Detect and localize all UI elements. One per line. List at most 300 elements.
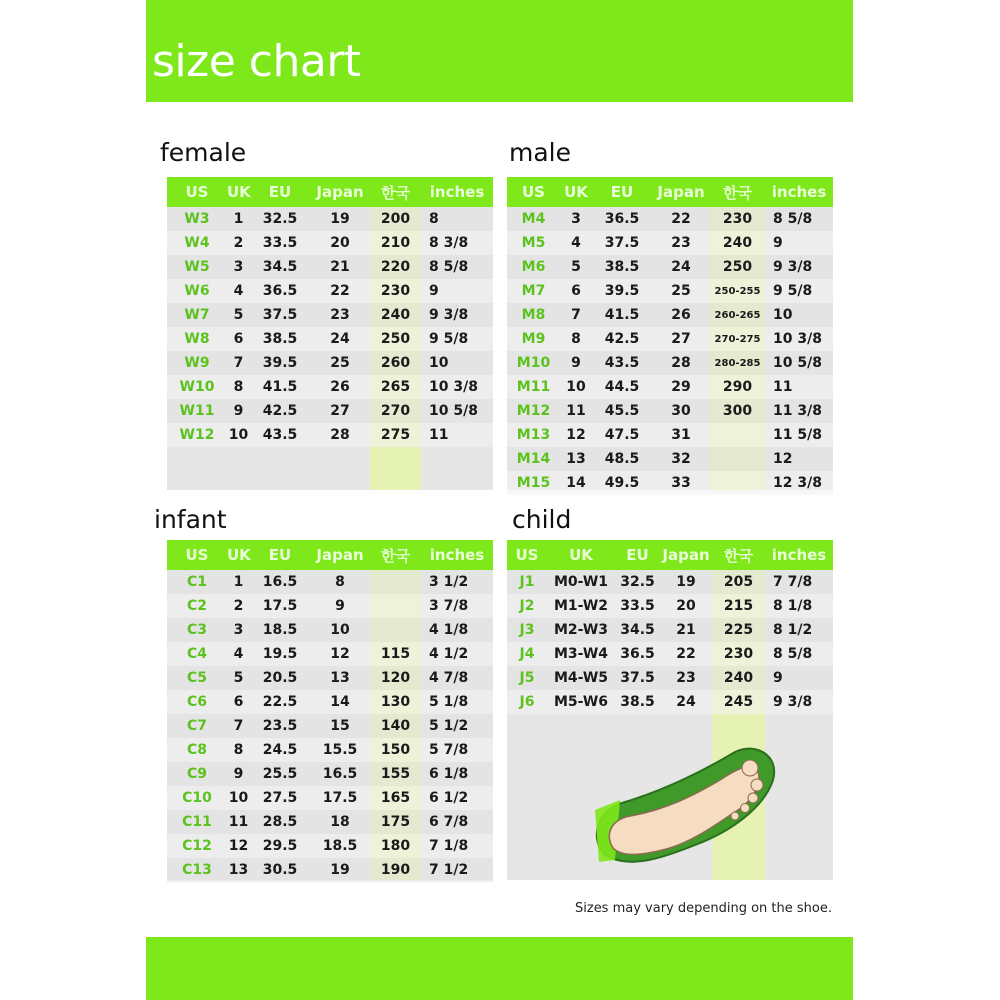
table-row — [167, 834, 493, 858]
cell-korea: 220 — [380, 259, 411, 275]
cell-uk: 7 — [233, 355, 244, 371]
cell-us: M14 — [516, 451, 551, 467]
cell-japan: 28 — [330, 427, 350, 443]
cell-korea: 240 — [722, 235, 753, 251]
cell-in: 10 3/8 — [429, 379, 478, 395]
cell-us: M12 — [516, 403, 551, 419]
cell-japan: 23 — [330, 307, 350, 323]
cell-in: 4 1/8 — [429, 622, 469, 638]
cell-uk: 8 — [233, 379, 244, 395]
cell-japan: 19 — [676, 574, 696, 590]
cell-us: W8 — [184, 331, 210, 347]
page-title: size chart — [152, 36, 361, 87]
header-us: US — [185, 183, 209, 201]
cell-uk: 4 — [571, 235, 581, 251]
cell-japan: 20 — [676, 598, 696, 614]
cell-japan: 20 — [330, 235, 350, 251]
header-in: inches — [429, 183, 485, 201]
cell-uk: 8 — [233, 742, 244, 758]
header-uk: UK — [227, 183, 251, 201]
cell-uk: 3 — [571, 211, 581, 227]
cell-in: 5 1/2 — [429, 718, 469, 734]
cell-in: 11 — [429, 427, 449, 443]
cell-uk: 7 — [233, 718, 244, 734]
cell-korea: 270 — [380, 403, 411, 419]
table-row — [167, 810, 493, 834]
cell-us: C1 — [186, 574, 207, 590]
title-banner — [146, 0, 853, 102]
table-row — [507, 303, 833, 327]
header-us: US — [522, 183, 545, 201]
cell-japan: 29 — [671, 379, 691, 395]
cell-korea: 250 — [722, 259, 753, 275]
table-row — [507, 399, 833, 423]
header-us: US — [515, 546, 539, 564]
cell-uk: 14 — [566, 475, 586, 491]
cell-in: 4 7/8 — [429, 670, 469, 686]
cell-uk: 13 — [566, 451, 586, 467]
cell-korea: 290 — [722, 379, 753, 395]
cell-eu: 36.5 — [604, 211, 640, 227]
cell-us: C11 — [182, 814, 212, 830]
cell-korea: 165 — [380, 790, 411, 806]
header-korea: 한국 — [724, 546, 753, 565]
cell-uk: 9 — [571, 355, 581, 371]
table-row — [167, 666, 493, 690]
cell-japan: 30 — [671, 403, 691, 419]
cell-korea: 215 — [723, 598, 754, 614]
table-header-row — [507, 540, 833, 570]
cell-us: C8 — [186, 742, 207, 758]
cell-japan: 12 — [330, 646, 350, 662]
cell-uk: M0-W1 — [553, 574, 609, 590]
cell-in: 4 1/2 — [429, 646, 469, 662]
cell-in: 6 7/8 — [429, 814, 469, 830]
cell-in: 8 5/8 — [429, 259, 469, 275]
cell-korea: 120 — [380, 670, 411, 686]
cell-uk: 10 — [566, 379, 586, 395]
cell-us: M4 — [521, 211, 546, 227]
cell-korea: 270-275 — [714, 333, 761, 345]
cell-uk: 10 — [228, 790, 249, 806]
cell-in: 9 — [429, 283, 439, 299]
cell-uk: 8 — [571, 331, 581, 347]
table-row — [507, 255, 833, 279]
table-row — [167, 303, 493, 327]
cell-eu: 49.5 — [604, 475, 640, 491]
cell-uk: M5-W6 — [553, 694, 609, 710]
cell-uk: 6 — [233, 331, 244, 347]
cell-in: 8 5/8 — [773, 211, 813, 227]
cell-japan: 23 — [676, 670, 696, 686]
cell-eu: 38.5 — [620, 694, 655, 710]
table-row — [167, 231, 493, 255]
table-row — [507, 471, 833, 495]
cell-in: 7 1/2 — [429, 862, 469, 878]
cell-korea: 190 — [380, 862, 411, 878]
cell-uk: 10 — [228, 427, 249, 443]
cell-us: J6 — [519, 694, 535, 710]
cell-eu: 24.5 — [262, 742, 298, 758]
cell-japan: 25 — [671, 283, 691, 299]
cell-eu: 42.5 — [604, 331, 640, 347]
table-row — [167, 255, 493, 279]
cell-korea: 230 — [723, 646, 754, 662]
cell-us: M5 — [521, 235, 546, 251]
cell-uk: M4-W5 — [553, 670, 609, 686]
cell-eu: 29.5 — [262, 838, 298, 854]
cell-us: W10 — [179, 379, 215, 395]
cell-us: C2 — [186, 598, 207, 614]
header-eu: EU — [610, 183, 634, 201]
cell-japan: 23 — [671, 235, 691, 251]
table-row — [507, 570, 833, 594]
table-row — [167, 375, 493, 399]
cell-uk: M1-W2 — [553, 598, 609, 614]
cell-eu: 34.5 — [262, 259, 298, 275]
cell-in: 9 — [773, 670, 783, 686]
cell-in: 10 3/8 — [773, 331, 822, 347]
cell-japan: 28 — [671, 355, 691, 371]
cell-us: W4 — [184, 235, 210, 251]
cell-uk: 12 — [566, 427, 586, 443]
table-row — [507, 231, 833, 255]
table-row — [167, 786, 493, 810]
cell-us: M13 — [516, 427, 551, 443]
cell-uk: M2-W3 — [553, 622, 609, 638]
header-uk: UK — [227, 546, 251, 564]
table-row — [507, 327, 833, 351]
cell-in: 11 — [773, 379, 793, 395]
cell-in: 6 1/8 — [429, 766, 469, 782]
cell-japan: 13 — [330, 670, 350, 686]
cell-us: J3 — [519, 622, 535, 638]
cell-eu: 19.5 — [262, 646, 298, 662]
cell-eu: 42.5 — [262, 403, 298, 419]
cell-us: W11 — [179, 403, 215, 419]
cell-eu: 38.5 — [604, 259, 640, 275]
cell-korea: 265 — [380, 379, 411, 395]
female-title: female — [160, 138, 247, 167]
table-row — [507, 618, 833, 642]
table-row — [507, 279, 833, 303]
cell-eu: 36.5 — [262, 283, 298, 299]
cell-japan: 15 — [330, 718, 350, 734]
female-size-table — [167, 177, 493, 490]
header-eu: EU — [268, 183, 292, 201]
cell-eu: 47.5 — [604, 427, 640, 443]
table-row — [167, 618, 493, 642]
header-in: inches — [771, 183, 827, 201]
table-row — [167, 642, 493, 666]
header-japan: Japan — [316, 183, 364, 201]
table-row — [507, 375, 833, 399]
cell-japan: 10 — [330, 622, 350, 638]
cell-uk: 2 — [233, 598, 244, 614]
cell-eu: 36.5 — [620, 646, 655, 662]
table-row — [507, 594, 833, 618]
cell-eu: 37.5 — [262, 307, 298, 323]
cell-korea: 175 — [380, 814, 411, 830]
header-korea: 한국 — [381, 183, 410, 202]
cell-eu: 41.5 — [262, 379, 298, 395]
cell-korea: 260-265 — [714, 309, 761, 321]
header-japan: Japan — [657, 183, 705, 201]
cell-japan: 9 — [335, 598, 345, 614]
cell-eu: 18.5 — [262, 622, 298, 638]
cell-eu: 32.5 — [620, 574, 655, 590]
infant-title: infant — [154, 505, 227, 534]
header-korea: 한국 — [723, 183, 752, 202]
table-header-row — [507, 177, 833, 207]
table-row — [167, 594, 493, 618]
cell-in: 9 — [773, 235, 783, 251]
table-row — [507, 207, 833, 231]
table-row — [507, 351, 833, 375]
cell-uk: 9 — [233, 403, 244, 419]
cell-korea: 230 — [380, 283, 411, 299]
cell-japan: 21 — [676, 622, 696, 638]
header-us: US — [185, 546, 209, 564]
cell-in: 9 5/8 — [429, 331, 469, 347]
infant-size-table — [167, 540, 493, 880]
cell-us: C5 — [186, 670, 207, 686]
cell-japan: 22 — [330, 283, 350, 299]
cell-japan: 17.5 — [322, 790, 358, 806]
cell-eu: 37.5 — [620, 670, 655, 686]
table-row — [167, 327, 493, 351]
cell-korea: 150 — [380, 742, 411, 758]
cell-eu: 33.5 — [620, 598, 655, 614]
cell-korea: 240 — [723, 670, 754, 686]
cell-eu: 32.5 — [262, 211, 298, 227]
cell-eu: 39.5 — [262, 355, 298, 371]
cell-korea: 155 — [380, 766, 411, 782]
cell-in: 8 5/8 — [773, 646, 813, 662]
table-row — [167, 423, 493, 447]
table-row — [507, 423, 833, 447]
foot-sandal-illustration — [585, 740, 785, 875]
cell-in: 10 5/8 — [429, 403, 478, 419]
cell-us: W12 — [179, 427, 215, 443]
cell-eu: 43.5 — [262, 427, 298, 443]
header-eu: EU — [626, 546, 649, 564]
cell-korea: 210 — [380, 235, 411, 251]
cell-korea: 140 — [380, 718, 411, 734]
cell-in: 5 7/8 — [429, 742, 469, 758]
cell-eu: 39.5 — [604, 283, 640, 299]
cell-uk: 11 — [228, 814, 249, 830]
cell-uk: 9 — [233, 766, 244, 782]
table-row — [167, 207, 493, 231]
cell-us: M10 — [516, 355, 551, 371]
cell-japan: 19 — [330, 211, 350, 227]
cell-eu: 41.5 — [604, 307, 640, 323]
table-row — [167, 690, 493, 714]
cell-us: W9 — [184, 355, 210, 371]
cell-japan: 27 — [671, 331, 691, 347]
cell-in: 9 5/8 — [773, 283, 813, 299]
cell-eu: 20.5 — [262, 670, 298, 686]
cell-us: C7 — [186, 718, 207, 734]
table-row — [167, 399, 493, 423]
cell-korea: 130 — [380, 694, 411, 710]
table-row — [167, 714, 493, 738]
cell-in: 9 3/8 — [429, 307, 469, 323]
header-japan: Japan — [662, 546, 710, 564]
cell-japan: 19 — [330, 862, 350, 878]
cell-japan: 33 — [671, 475, 691, 491]
cell-eu: 30.5 — [262, 862, 298, 878]
sizes-disclaimer: Sizes may vary depending on the shoe. — [575, 901, 832, 916]
cell-korea: 240 — [380, 307, 411, 323]
cell-us: W3 — [184, 211, 210, 227]
cell-korea: 260 — [380, 355, 411, 371]
table-row — [507, 447, 833, 471]
table-row — [167, 762, 493, 786]
cell-uk: 12 — [228, 838, 249, 854]
cell-japan: 32 — [671, 451, 691, 467]
cell-korea: 180 — [380, 838, 411, 854]
cell-uk: 1 — [233, 211, 244, 227]
table-row — [167, 279, 493, 303]
cell-japan: 25 — [330, 355, 350, 371]
cell-korea: 230 — [722, 211, 753, 227]
cell-eu: 34.5 — [620, 622, 655, 638]
cell-korea: 115 — [380, 646, 411, 662]
header-in: inches — [429, 546, 485, 564]
cell-korea: 205 — [723, 574, 754, 590]
table-row — [507, 642, 833, 666]
male-title: male — [509, 138, 571, 167]
header-korea: 한국 — [381, 546, 410, 565]
cell-eu: 43.5 — [604, 355, 640, 371]
cell-eu: 45.5 — [604, 403, 640, 419]
cell-eu: 33.5 — [262, 235, 298, 251]
cell-in: 10 — [429, 355, 449, 371]
cell-in: 3 7/8 — [429, 598, 469, 614]
cell-eu: 48.5 — [604, 451, 640, 467]
cell-us: C6 — [186, 694, 207, 710]
table-header-row — [167, 177, 493, 207]
cell-uk: M3-W4 — [553, 646, 609, 662]
cell-japan: 24 — [671, 259, 691, 275]
cell-us: C10 — [182, 790, 212, 806]
cell-eu: 38.5 — [262, 331, 298, 347]
cell-eu: 16.5 — [262, 574, 298, 590]
header-eu: EU — [268, 546, 292, 564]
cell-uk: 6 — [233, 694, 244, 710]
cell-eu: 25.5 — [262, 766, 298, 782]
cell-korea: 250-255 — [714, 285, 761, 297]
cell-korea: 225 — [723, 622, 754, 638]
cell-in: 7 1/8 — [429, 838, 469, 854]
footer-bar — [146, 937, 853, 1000]
header-japan: Japan — [316, 546, 364, 564]
cell-japan: 31 — [671, 427, 691, 443]
cell-korea: 275 — [380, 427, 411, 443]
cell-japan: 16.5 — [322, 766, 358, 782]
cell-uk: 5 — [233, 670, 244, 686]
table-row — [167, 351, 493, 375]
cell-in: 8 1/2 — [773, 622, 813, 638]
cell-japan: 24 — [676, 694, 696, 710]
cell-eu: 28.5 — [262, 814, 298, 830]
cell-us: M11 — [516, 379, 551, 395]
cell-japan: 24 — [330, 331, 350, 347]
cell-us: W6 — [184, 283, 210, 299]
cell-uk: 2 — [233, 235, 244, 251]
cell-korea: 300 — [722, 403, 753, 419]
cell-uk: 4 — [233, 646, 244, 662]
cell-eu: 37.5 — [604, 235, 640, 251]
cell-japan: 15.5 — [322, 742, 358, 758]
cell-japan: 21 — [330, 259, 350, 275]
cell-in: 6 1/2 — [429, 790, 469, 806]
cell-japan: 8 — [335, 574, 345, 590]
cell-in: 8 1/8 — [773, 598, 813, 614]
cell-japan: 27 — [330, 403, 350, 419]
cell-us: C9 — [186, 766, 207, 782]
cell-japan: 22 — [671, 211, 691, 227]
cell-in: 3 1/2 — [429, 574, 469, 590]
cell-japan: 22 — [676, 646, 696, 662]
cell-us: J4 — [519, 646, 535, 662]
cell-in: 8 3/8 — [429, 235, 469, 251]
cell-uk: 5 — [233, 307, 244, 323]
cell-us: C3 — [186, 622, 207, 638]
cell-in: 11 3/8 — [773, 403, 822, 419]
cell-eu: 27.5 — [262, 790, 298, 806]
cell-in: 5 1/8 — [429, 694, 469, 710]
cell-in: 9 3/8 — [773, 694, 813, 710]
male-size-table — [507, 177, 833, 490]
cell-us: J2 — [519, 598, 535, 614]
cell-us: M15 — [516, 475, 551, 491]
cell-korea: 280-285 — [714, 357, 761, 369]
cell-in: 8 — [429, 211, 439, 227]
cell-us: W5 — [184, 259, 210, 275]
cell-us: M6 — [521, 259, 546, 275]
cell-in: 11 5/8 — [773, 427, 822, 443]
cell-in: 10 5/8 — [773, 355, 822, 371]
cell-japan: 14 — [330, 694, 350, 710]
cell-us: W7 — [184, 307, 210, 323]
cell-in: 7 7/8 — [773, 574, 813, 590]
cell-korea: 245 — [723, 694, 754, 710]
cell-uk: 1 — [233, 574, 244, 590]
header-uk: UK — [564, 183, 588, 201]
child-title: child — [512, 505, 572, 534]
cell-eu: 44.5 — [604, 379, 640, 395]
cell-in: 12 — [773, 451, 793, 467]
cell-uk: 4 — [233, 283, 244, 299]
cell-uk: 3 — [233, 259, 244, 275]
header-uk: UK — [569, 546, 593, 564]
cell-japan: 26 — [330, 379, 350, 395]
cell-uk: 11 — [566, 403, 586, 419]
table-row — [507, 690, 833, 714]
cell-us: J1 — [519, 574, 535, 590]
cell-uk: 13 — [228, 862, 249, 878]
cell-eu: 22.5 — [262, 694, 298, 710]
header-in: inches — [771, 546, 827, 564]
cell-japan: 18 — [330, 814, 350, 830]
cell-us: J5 — [519, 670, 535, 686]
cell-korea: 200 — [380, 211, 411, 227]
cell-us: M8 — [521, 307, 546, 323]
cell-uk: 5 — [571, 259, 581, 275]
